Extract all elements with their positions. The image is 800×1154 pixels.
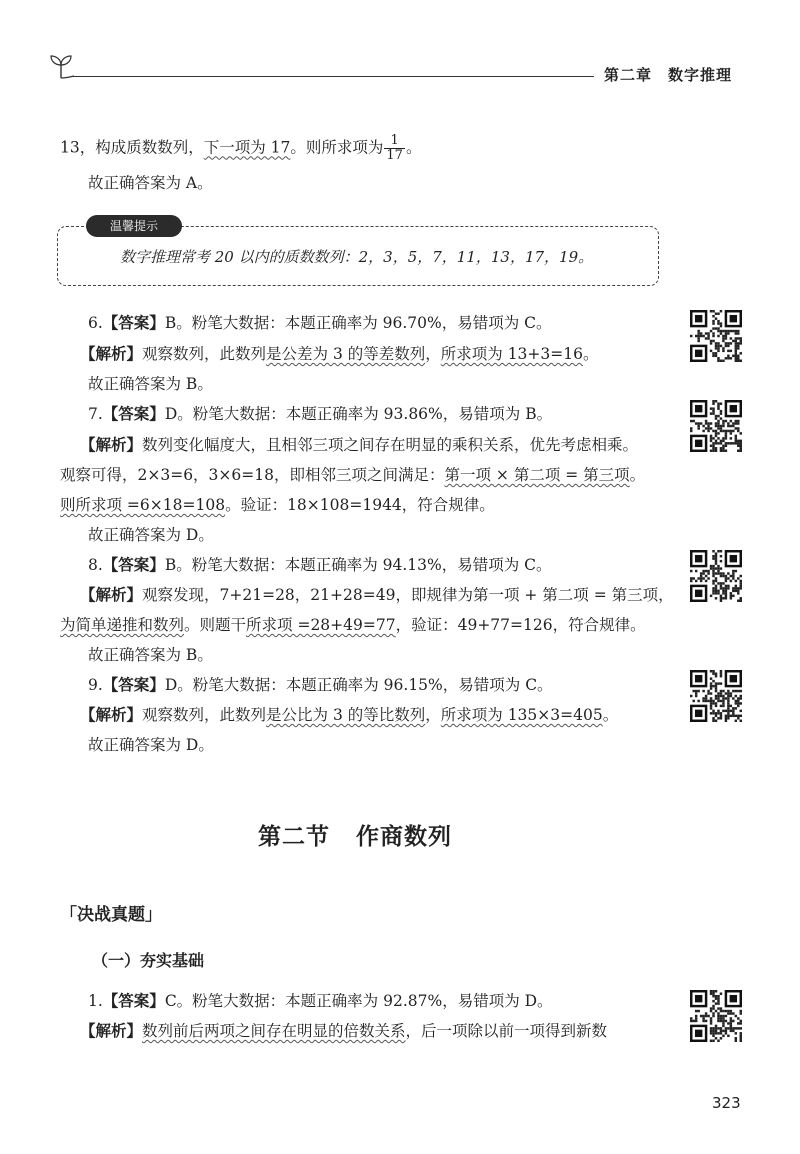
intro-answer: 故正确答案为 A。: [88, 174, 213, 192]
q7-analysis-line1: 【解析】数列变化幅度大，且相邻三项之间存在明显的乘积关系，优先考虑相乘。: [80, 436, 639, 454]
q8-answer: 8.【答案】B。粉笔大数据：本题正确率为 94.13%，易错项为 C。: [88, 556, 552, 574]
header-rule: [72, 76, 594, 77]
q6-conclusion: 故正确答案为 B。: [88, 375, 213, 393]
intro-line-13: 13，构成质数数列，下一项为 17。则所求项为 $\frac{1}{17}$ 。: [60, 133, 422, 163]
section-title: 第二节 作商数列: [258, 824, 452, 850]
qr-code-icon[interactable]: [690, 310, 742, 362]
tip-tag: 温馨提示: [86, 215, 182, 237]
qr-code-icon[interactable]: [690, 400, 742, 452]
qr-code-icon[interactable]: [690, 990, 742, 1042]
qr-code-icon[interactable]: [690, 550, 742, 602]
q9-conclusion: 故正确答案为 D。: [88, 736, 214, 754]
subheading: （一）夯实基础: [92, 951, 205, 970]
tip-text: 数字推理常考 20 以内的质数数列：2，3，5，7，11，13，17，19。: [120, 248, 594, 266]
q9-analysis: 【解析】观察数列，此数列是公比为 3 的等比数列，所求项为 135×3=405。: [80, 706, 619, 724]
q1-analysis: 【解析】数列前后两项之间存在明显的倍数关系，后一项除以前一项得到新数: [80, 1022, 608, 1040]
juezhan-heading: 「决战真题」: [60, 905, 162, 925]
q6-analysis: 【解析】观察数列，此数列是公差为 3 的等差数列，所求项为 13+3=16。: [80, 345, 599, 363]
chapter-title: 第二章 数字推理: [604, 66, 733, 84]
q7-analysis-line2: 观察可得，2×3=6，3×6=18，即相邻三项之间满足：第一项 × 第二项 = 第三项。: [60, 466, 646, 484]
sprout-logo-icon: [46, 52, 76, 82]
q7-conclusion: 故正确答案为 D。: [88, 526, 214, 544]
q7-analysis-line3: 则所求项 =6×18=108。验证：18×108=1944，符合规律。: [60, 496, 495, 514]
page-number: 323: [712, 1094, 741, 1112]
fraction: $\frac{1}{17}$: [386, 133, 403, 163]
qr-code-icon[interactable]: [690, 670, 742, 722]
q1-answer: 1.【答案】C。粉笔大数据：本题正确率为 92.87%，易错项为 D。: [88, 992, 553, 1010]
q6-answer: 6.【答案】B。粉笔大数据：本题正确率为 96.70%，易错项为 C。: [88, 314, 552, 332]
q9-answer: 9.【答案】D。粉笔大数据：本题正确率为 96.15%，易错项为 C。: [88, 676, 553, 694]
q8-conclusion: 故正确答案为 B。: [88, 646, 213, 664]
q8-analysis-line2: 为简单递推和数列。则题干所求项 =28+49=77，验证：49+77=126，符合规律。: [60, 616, 646, 634]
q8-analysis-line1: 【解析】观察发现，7+21=28，21+28=49，即规律为第一项 + 第二项 = 第三项，: [80, 586, 674, 604]
q7-answer: 7.【答案】D。粉笔大数据：本题正确率为 93.86%，易错项为 B。: [88, 405, 553, 423]
